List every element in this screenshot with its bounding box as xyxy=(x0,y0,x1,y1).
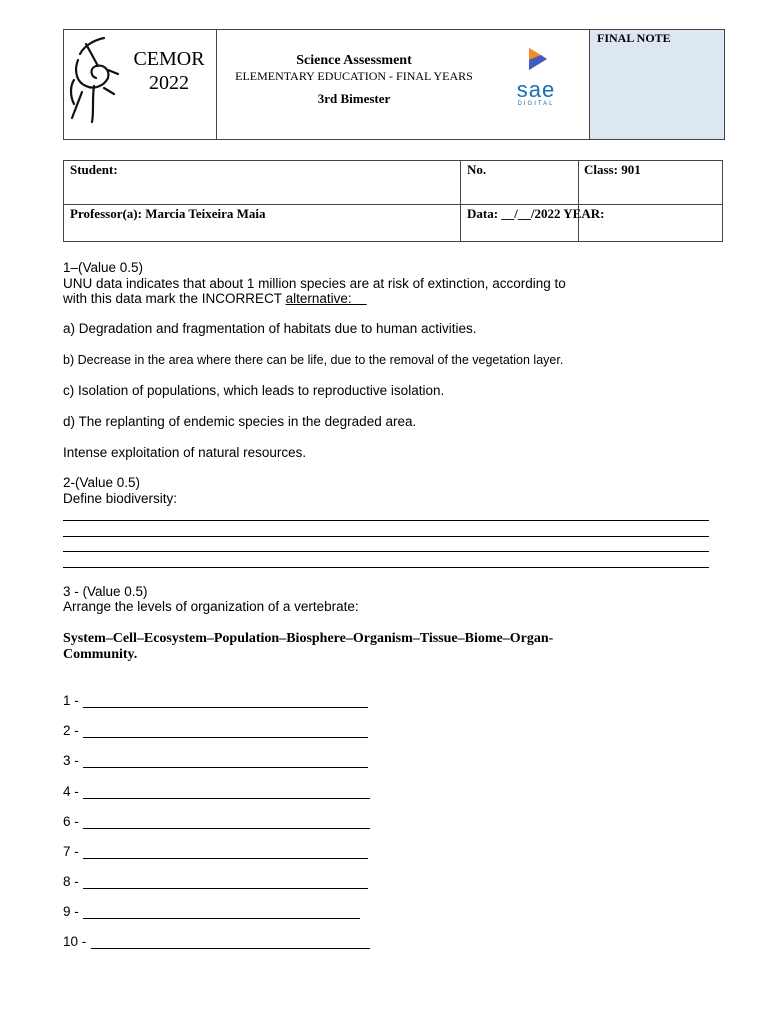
answer-line-6[interactable] xyxy=(83,828,370,829)
assessment-title: Science Assessment xyxy=(296,53,412,68)
header-divider xyxy=(216,30,217,139)
answer-label-9: 9 - xyxy=(63,904,79,919)
answer-line[interactable] xyxy=(63,520,709,521)
answer-line-1[interactable] xyxy=(83,707,368,708)
question-1-text-line-1: UNU data indicates that about 1 million species are at risk of extinction, according to xyxy=(63,276,566,291)
question-3-heading: 3 - (Value 0.5) xyxy=(63,584,148,599)
table-column-divider xyxy=(460,161,461,241)
student-field-label: Student: xyxy=(70,162,118,177)
question-1-prompt-text: with this data mark the INCORRECT xyxy=(63,291,286,306)
answer-line-3[interactable] xyxy=(83,767,368,768)
answer-label-1: 1 - xyxy=(63,693,79,708)
answer-line-10[interactable] xyxy=(91,948,370,949)
answer-line-4[interactable] xyxy=(83,798,370,799)
question-1-option-c: c) Isolation of populations, which leads to reproductive isolation. xyxy=(63,383,445,398)
question-2-prompt: Define biodiversity: xyxy=(63,491,178,506)
number-field-label: No. xyxy=(467,162,487,177)
sae-wordmark: sae xyxy=(516,77,556,102)
table-column-divider xyxy=(578,161,579,241)
final-note-cell xyxy=(589,30,724,139)
answer-line-7[interactable] xyxy=(83,858,368,859)
answer-line[interactable] xyxy=(63,567,709,568)
answer-line[interactable] xyxy=(63,551,709,552)
answer-line-2[interactable] xyxy=(83,737,368,738)
answer-line-8[interactable] xyxy=(83,888,368,889)
question-3-prompt: Arrange the levels of organization of a vertebrate: xyxy=(63,599,359,614)
sae-digital-text: DIGITAL xyxy=(517,101,555,107)
answer-line-9[interactable] xyxy=(83,918,360,919)
assessment-subtitle: ELEMENTARY EDUCATION - FINAL YEARS xyxy=(235,69,473,83)
question-2-heading: 2-(Value 0.5) xyxy=(63,475,141,490)
answer-label-3: 3 - xyxy=(63,753,79,768)
class-field-label: Class: 901 xyxy=(584,162,641,177)
professor-field-label: Professor(a): Marcia Teixeira Maia xyxy=(70,206,266,221)
answer-label-7: 7 - xyxy=(63,844,79,859)
table-row-divider xyxy=(64,204,722,205)
answer-line[interactable] xyxy=(63,536,709,537)
sae-play-icon xyxy=(521,46,551,72)
final-note-label: FINAL NOTE xyxy=(597,31,671,45)
question-1-option-e: Intense exploitation of natural resources. xyxy=(63,445,307,460)
school-logo-icon xyxy=(64,30,126,140)
school-name-text: CEMOR xyxy=(133,48,205,70)
answer-label-6: 6 - xyxy=(63,814,79,829)
answer-label-10: 10 - xyxy=(63,934,87,949)
sae-digital-logo xyxy=(500,46,572,112)
question-1-heading: 1–(Value 0.5) xyxy=(63,260,144,275)
question-1-option-d: d) The replanting of endemic species in the degraded area. xyxy=(63,414,417,429)
date-field-label: Data: __/__/2022 YEAR: xyxy=(467,206,605,221)
question-1-option-a: a) Degradation and fragmentation of habitats due to human activities. xyxy=(63,321,477,336)
assessment-period: 3rd Bimester xyxy=(317,91,391,106)
answer-label-4: 4 - xyxy=(63,784,79,799)
answer-label-8: 8 - xyxy=(63,874,79,889)
question-1-answer-blank[interactable]: alternative: xyxy=(285,291,367,306)
answer-label-2: 2 - xyxy=(63,723,79,738)
header-box xyxy=(63,29,725,140)
student-info-table xyxy=(63,160,723,242)
school-year-text: 2022 xyxy=(149,72,189,94)
assessment-title-block xyxy=(219,53,489,106)
organization-levels-sequence: System–Cell–Ecosystem–Population–Biosphere–Organism–Tissue–Biome–Organ-Community. xyxy=(63,631,554,662)
question-1-option-b: b) Decrease in the area where there can be life, due to the removal of the vegetation layer. xyxy=(63,353,564,367)
question-1-text-line-2 xyxy=(63,291,367,307)
school-name xyxy=(129,47,209,95)
